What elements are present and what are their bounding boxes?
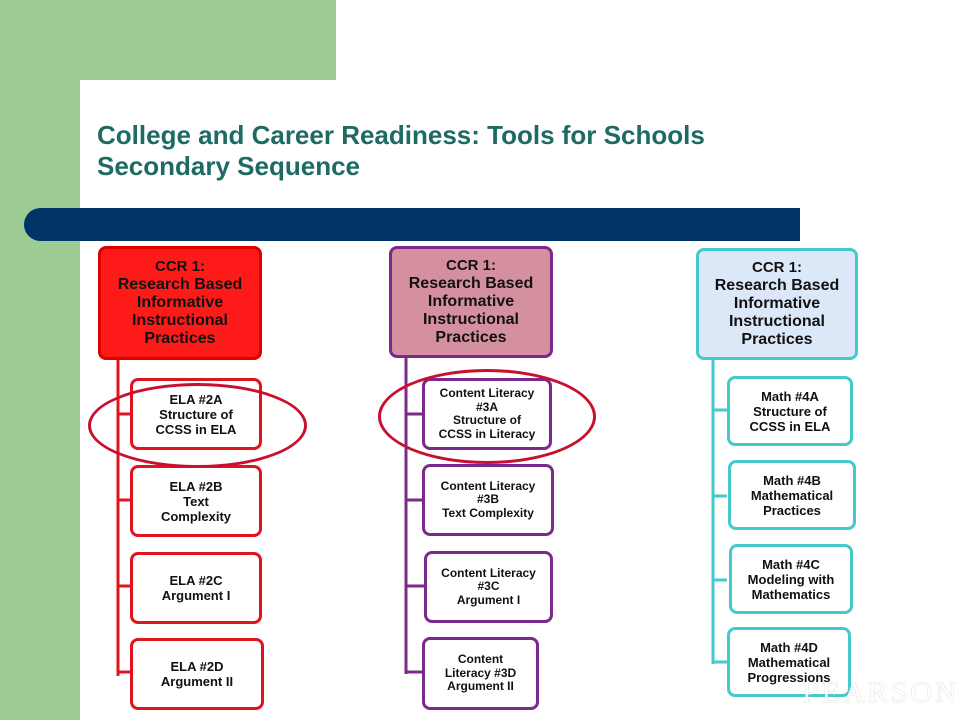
item-line: Literacy #3D [444, 665, 517, 680]
header-line: Informative [427, 293, 515, 310]
content-literacy-3c-box [424, 551, 553, 623]
ccr1-header-math [696, 248, 858, 360]
title-line-1: College and Career Readiness: Tools for Schools [97, 120, 705, 150]
item-line: Structure of [159, 406, 233, 422]
math-4a-box [727, 376, 853, 446]
header-line: CCR 1: [445, 257, 496, 274]
item-line: #3B [476, 492, 499, 507]
math-4c-box [729, 544, 853, 614]
item-line: #3C [477, 579, 500, 594]
header-line: Instructional [728, 313, 825, 330]
header-line: Research Based [714, 277, 840, 294]
header-line: CCR 1: [751, 259, 802, 276]
connector-column-3 [713, 360, 727, 664]
header-line: Instructional [422, 311, 519, 328]
item-line: Math #4A [761, 388, 819, 404]
item-line: Practices [763, 502, 821, 518]
item-line: ELA #2D [170, 659, 224, 674]
item-line: Math #4D [760, 639, 818, 655]
header-line: Research Based [117, 276, 243, 293]
item-line: Argument I [456, 592, 521, 607]
item-line: Content Literacy [440, 478, 536, 493]
item-line: ELA #2B [169, 478, 223, 494]
content-literacy-3b-box [422, 464, 554, 536]
item-line: CCSS in ELA [749, 418, 831, 434]
content-literacy-3d-box [422, 637, 539, 710]
header-line: Practices [144, 330, 216, 347]
item-line: ELA #2C [169, 573, 223, 588]
header-line: Practices [741, 331, 813, 348]
highlight-ring-ela-2a [88, 383, 307, 468]
ela-2b-box [130, 465, 262, 537]
item-line: Text Complexity [442, 505, 534, 520]
item-line: ELA #2A [169, 391, 223, 407]
item-line: CCSS in ELA [155, 421, 237, 437]
header-line: Research Based [408, 275, 534, 292]
item-line: #3A [475, 399, 498, 414]
header-line: Practices [435, 329, 507, 346]
item-line: Structure of [753, 403, 827, 419]
item-line: Complexity [160, 508, 232, 524]
item-line: Math #4C [762, 556, 820, 572]
ela-2d-box [130, 638, 264, 710]
pearson-watermark: PEARSON [802, 676, 960, 709]
title-line-2: Secondary Sequence [97, 151, 360, 181]
header-line: CCR 1: [154, 258, 205, 275]
math-4b-box [728, 460, 856, 530]
item-line: Argument II [160, 674, 234, 689]
item-line: Mathematical [750, 487, 834, 503]
item-line: Argument I [161, 588, 231, 603]
ela-2c-box [130, 552, 262, 624]
item-line: Modeling with [747, 571, 835, 587]
item-line: Math #4B [763, 472, 821, 488]
item-line: Content Literacy [441, 565, 536, 580]
header-line: Informative [136, 294, 224, 311]
ccr1-header-ela [98, 246, 262, 360]
highlight-ring-content-literacy-3a [378, 369, 596, 464]
item-line: CCSS in Literacy [438, 426, 536, 441]
item-line: Content [457, 652, 504, 667]
item-line: Text [183, 493, 209, 509]
item-line: Progressions [747, 669, 831, 685]
header-line: Instructional [131, 312, 228, 329]
item-line: Argument II [447, 679, 514, 694]
item-line: Mathematical [747, 654, 831, 670]
header-line: Informative [733, 295, 821, 312]
item-line: Content Literacy [439, 386, 535, 400]
item-line: Mathematics [751, 586, 831, 602]
ccr1-header-content-literacy [389, 246, 553, 358]
item-line: Structure of [452, 413, 521, 427]
